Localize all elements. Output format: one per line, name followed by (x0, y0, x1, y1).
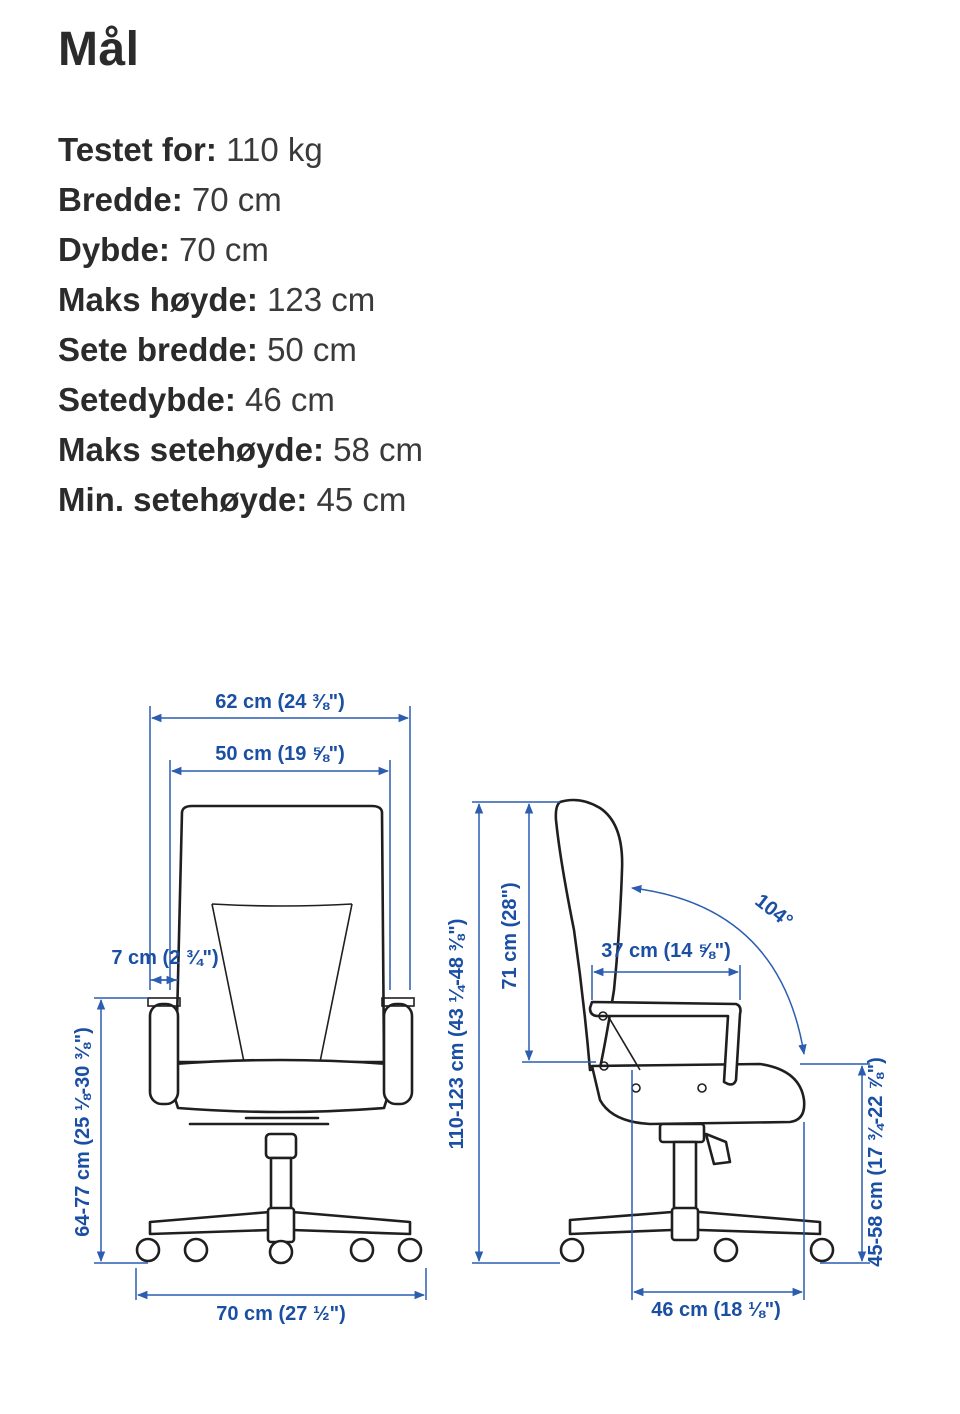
spec-value: 70 cm (179, 231, 269, 268)
spec-value: 45 cm (316, 481, 407, 518)
page-title: Mål (58, 23, 140, 76)
total-height-label: 110-123 cm (43 ¼-48 ⅜") (446, 918, 468, 1150)
base-width-label: 70 cm (27 ½") (216, 1303, 346, 1325)
armrest-width-label: 7 cm (2 ¾") (111, 947, 219, 969)
spec-value: 70 cm (191, 181, 282, 218)
overall-width-label: 62 cm (24 ⅜") (215, 691, 345, 713)
spec-value: 50 cm (267, 331, 357, 368)
recline-angle-label: 104° (750, 889, 797, 933)
spec-label: Maks høyde: (58, 281, 258, 318)
spec-label: Setedybde: (58, 381, 236, 418)
spec-label: Bredde: (58, 181, 183, 218)
armrest-height-label: 64-77 cm (25 ⅛-30 ⅜") (72, 1027, 94, 1237)
spec-label: Sete bredde: (58, 331, 258, 368)
seat-depth-label: 46 cm (18 ⅛") (651, 1299, 781, 1321)
spec-value: 123 cm (267, 281, 376, 318)
seat-height-label: 45-58 cm (17 ¾-22 ⅞") (865, 1057, 887, 1267)
spec-label: Min. setehøyde: (58, 481, 308, 518)
side-view-chair (556, 800, 833, 1261)
spec-label: Dybde: (58, 231, 170, 268)
backrest-height-label: 71 cm (28") (499, 882, 521, 990)
front-view-chair (137, 806, 421, 1263)
spec-value: 110 kg (226, 131, 323, 168)
seat-width-label: 50 cm (19 ⅝") (215, 743, 345, 765)
spec-label: Maks setehøyde: (58, 431, 324, 468)
spec-value: 46 cm (245, 381, 335, 418)
spec-value: 58 cm (333, 431, 423, 468)
armrest-depth-label: 37 cm (14 ⅝") (601, 940, 731, 962)
spec-label: Testet for: (58, 131, 217, 168)
